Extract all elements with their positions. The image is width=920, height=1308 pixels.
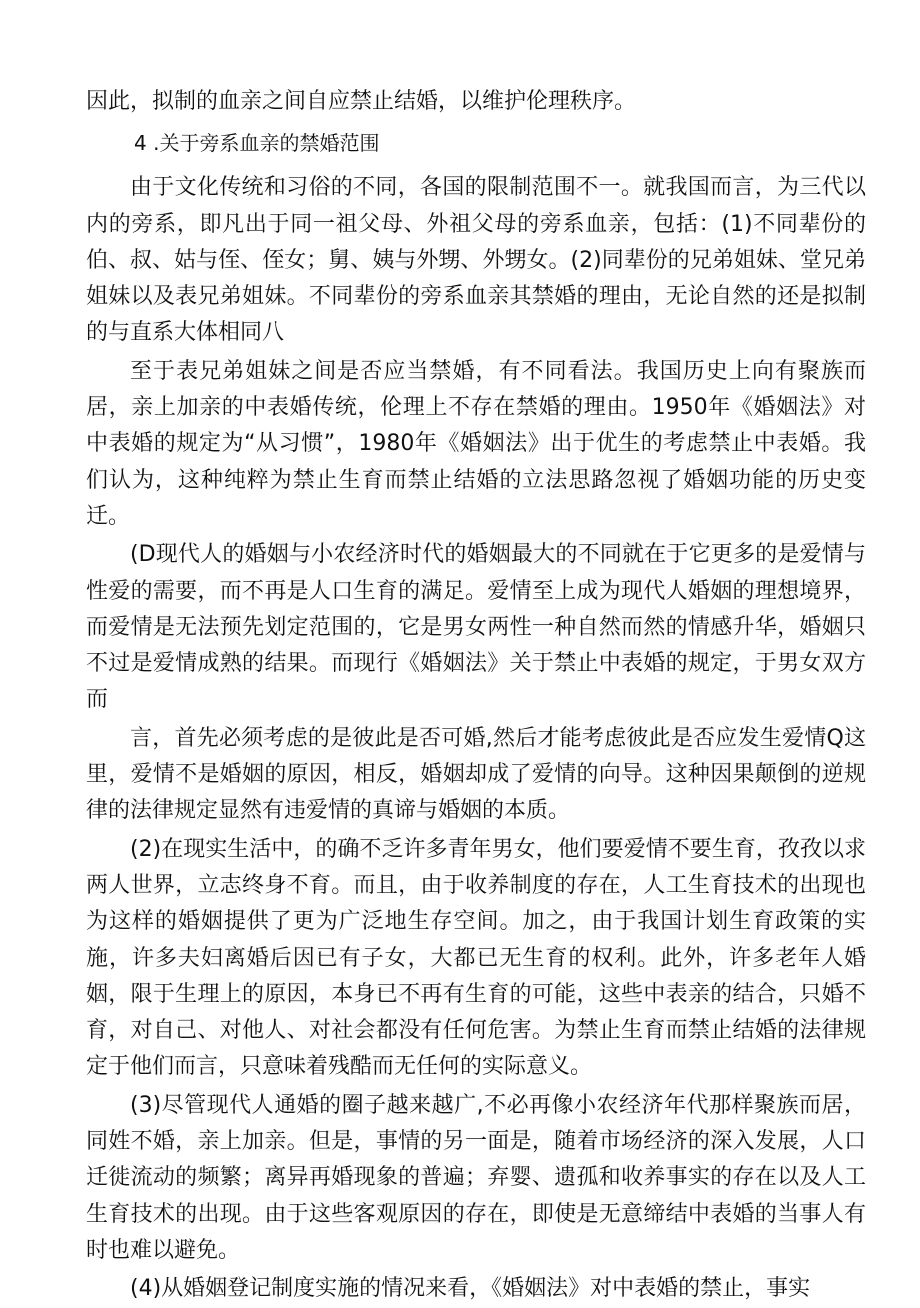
paragraph-cousin-marriage: 至于表兄弟姐妹之间是否应当禁婚，有不同看法。我国历史上向有聚族而居，亲上加亲的中表婚传统，伦理上不存在禁婚的理由。1950年《婚姻法》对中表婚的规定为“从习惯”，1980年《婚姻法》出于优生的考虑禁止中表婚。我们认为，这种纯粹为禁止生育而禁止结婚的立法思路忽视了婚姻功能的历史变迁。 [86, 358, 866, 529]
paragraph-point-1: (D现代人的婚姻与小农经济时代的婚姻最大的不同就在于它更多的是爱情与性爱的需要，而不再是人口生育的满足。爱情至上成为现代人婚姻的理想境界，而爱情是无法预先划定范围的，它是男女两性一种自然而然的情感升华，婚姻只不过是爱情成熟的结果。而现行《婚姻法》关于禁止中表婚的规定，于男女双方而 [86, 542, 866, 713]
paragraph-point-4: (4)从婚姻登记制度实施的情况来看，《婚姻法》对中表婚的禁止，事实 [130, 1276, 811, 1302]
paragraph-point-1-continued: 言，首先必须考虑的是彼此是否可婚,然后才能考虑彼此是否应发生爱情Q这里，爱情不是婚姻的原因，相反，婚姻却成了爱情的向导。这种因果颠倒的逆规律的法律规定显然有违爱情的真谛与婚姻的本质。 [86, 725, 866, 824]
document-page [86, 84, 866, 1308]
paragraph-point-2: (2)在现实生活中，的确不乏许多青年男女，他们要爱情不要生育，孜孜以求两人世界，立志终身不育。而且，由于收养制度的存在，人工生育技术的出现也为这样的婚姻提供了更为广泛地生存空间。加之，由于我国计划生育政策的实施，许多夫妇离婚后因已有子女，大都已无生育的权利。此外，许多老年人婚姻，限于生理上的原因，本身已不再有生育的可能，这些中表亲的结合，只婚不育，对自己、对他人、对社会都没有任何危害。为禁止生育而禁止结婚的法律规定于他们而言，只意味着残酷而无任何的实际意义。 [86, 836, 866, 1080]
paragraph-point-3: (3)尽管现代人通婚的圈子越来越广,不必再像小农经济年代那样聚族而居，同姓不婚，亲上加亲。但是，事情的另一面是，随着市场经济的深入发展，人口迁徙流动的频繁；离异再婚现象的普遍；弃婴、遗孤和收养事实的存在以及人工生育技术的出现。由于这些客观原因的存在，即使是无意缔结中表婚的当事人有时也难以避免。 [86, 1092, 866, 1263]
section-heading: 4 .关于旁系血亲的禁婚范围 [134, 131, 380, 156]
paragraph-intro: 因此，拟制的血亲之间自应禁止结婚，以维护伦理秩序。 [86, 89, 637, 114]
paragraph-scope: 由于文化传统和习俗的不同，各国的限制范围不一。就我国而言，为三代以内的旁系，即凡出于同一祖父母、外祖父母的旁系血亲，包括：(1)不同辈份的伯、叔、姑与侄、侄女；舅、姨与外甥、外甥女。(2)同辈份的兄弟姐妹、堂兄弟姐妹以及表兄弟姐妹。不同辈份的旁系血亲其禁婚的理由，无论自然的还是拟制的与直系大体相同八 [86, 175, 866, 346]
